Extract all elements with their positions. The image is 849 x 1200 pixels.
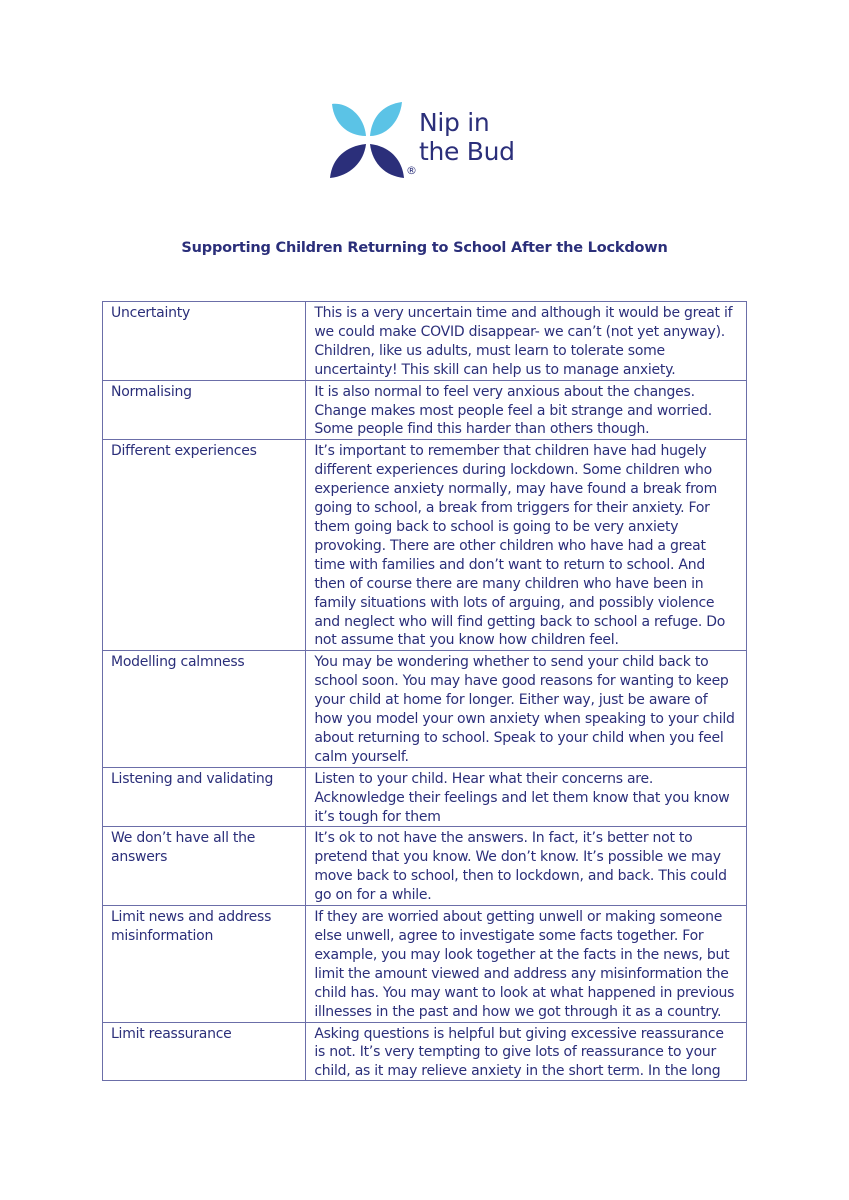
row-text: You may be wondering whether to send your child back to school soon. You may have good reasons for wanting to keep your child at home for longer. Either way, just be aware of how you model your own anxiety when speaking to your child about returning to school. Speak to your child when you feel calm yourself. xyxy=(306,651,747,767)
registered-mark: ® xyxy=(406,164,417,177)
logo-wordmark xyxy=(419,108,515,166)
logo-line-1: Nip in xyxy=(419,108,490,137)
butterfly-logo-icon xyxy=(326,100,418,182)
document-title: Supporting Children Returning to School After the Lockdown xyxy=(181,240,668,256)
row-text: This is a very uncertain time and although it would be great if we could make COVID disappear- we can’t (not yet anyway). Children, like us adults, must learn to tolerate some uncertainty! This skill can help us to manage anxiety. xyxy=(306,302,747,381)
row-text: It is also normal to feel very anxious about the changes. Change makes most people feel a bit strange and worried. Some people find this harder than others though. xyxy=(306,380,747,440)
table-row xyxy=(103,1022,747,1080)
table-row xyxy=(103,302,747,381)
row-text-truncated xyxy=(306,1022,747,1080)
row-text: Listen to your child. Hear what their concerns are. Acknowledge their feelings and let them know that you know it’s tough for them xyxy=(306,767,747,827)
row-text: If they are worried about getting unwell or making someone else unwell, agree to investigate some facts together. For example, you may look together at the facts in the news, but limit the amount viewed and address any misinformation the child has. You may want to look at what happened in previous illnesses in the past and how we got through it as a country. xyxy=(306,906,747,1022)
top-right-petal xyxy=(370,102,402,136)
row-label: We don’t have all the answers xyxy=(103,827,306,906)
table-row xyxy=(103,380,747,440)
bottom-right-petal xyxy=(370,144,404,178)
row-label: Uncertainty xyxy=(103,302,306,381)
table-row xyxy=(103,906,747,1022)
truncated-text: Asking questions is helpful but giving excessive reassurance is not. It’s very tempting to give lots of reassurance to your child, as it may relieve anxiety in the short term. In the long xyxy=(314,1025,724,1080)
row-label: Normalising xyxy=(103,380,306,440)
guidance-table xyxy=(102,301,747,1081)
row-label: Different experiences xyxy=(103,440,306,651)
row-text: It’s important to remember that children have had hugely different experiences during lockdown. Some children who experience anxiety normally, may have found a break from going to school, a break from triggers for their anxiety. For them going back to school is going to be very anxiety provoking. There are other children who have had a great time with families and don’t want to return to school. And then of course there are many children who have been in family situations with lots of arguing, and possibly violence and neglect who will find getting back to school a refuge. Do not assume that you know how children feel. xyxy=(306,440,747,651)
row-label: Listening and validating xyxy=(103,767,306,827)
row-label: Limit news and address misinformation xyxy=(103,906,306,1022)
logo-line-2: the Bud xyxy=(419,137,515,166)
brand-logo xyxy=(326,100,526,182)
bottom-left-petal xyxy=(330,144,366,178)
table-row xyxy=(103,827,747,906)
table-row xyxy=(103,651,747,767)
table-row xyxy=(103,440,747,651)
table-row xyxy=(103,767,747,827)
top-left-petal xyxy=(332,104,366,136)
row-text: It’s ok to not have the answers. In fact, it’s better not to pretend that you know. We don’t know. It’s possible we may move back to school, then to lockdown, and back. This could go on for a while. xyxy=(306,827,747,906)
row-label: Limit reassurance xyxy=(103,1022,306,1080)
row-label: Modelling calmness xyxy=(103,651,306,767)
